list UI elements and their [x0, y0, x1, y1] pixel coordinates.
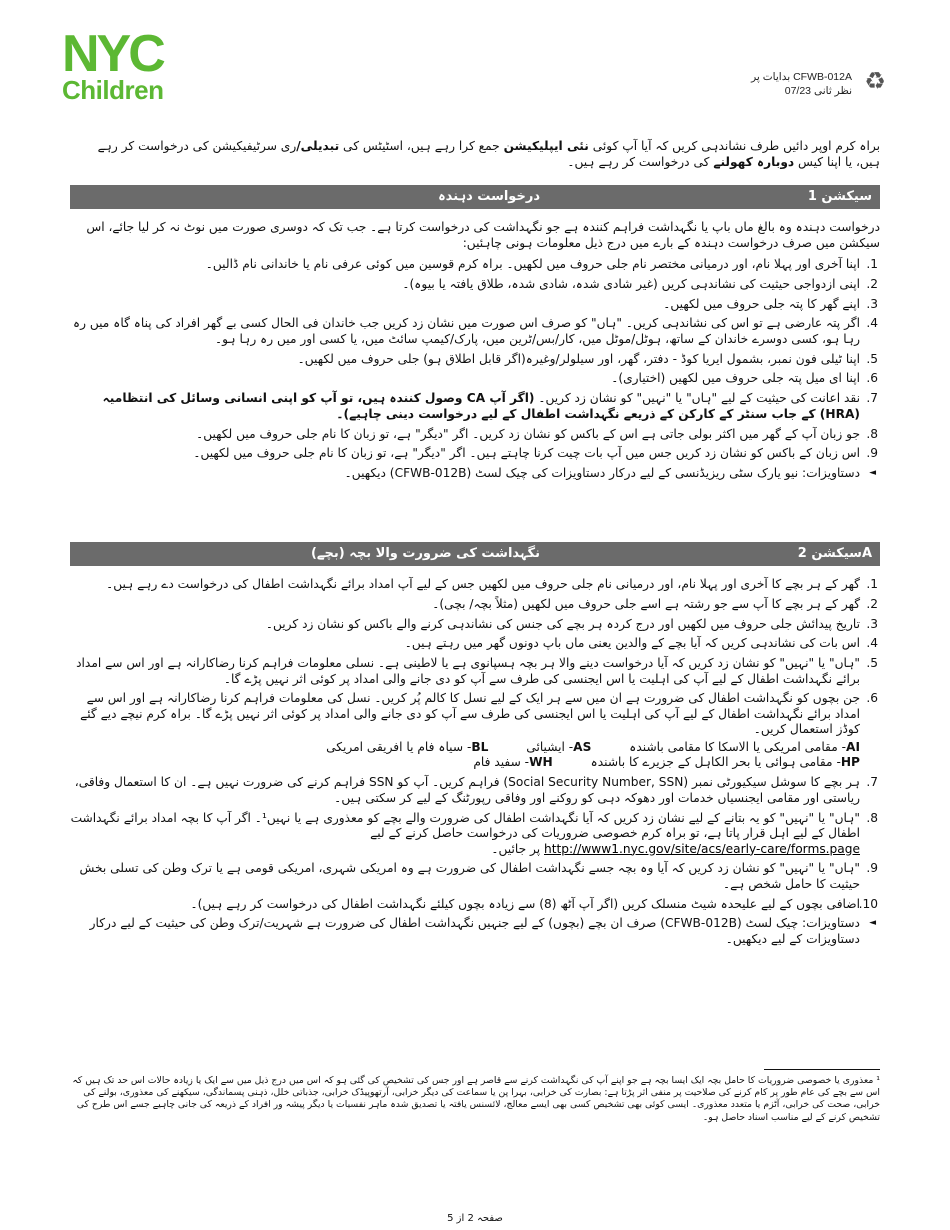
- list-item: [70, 316, 880, 347]
- list-item: [70, 775, 880, 806]
- note-text: دستاویزات: نیو یارک سٹی ریزیڈنسی کے لیے درکار دستاویزات کی چیک لسٹ (CFWB-012B) دیکھیں۔: [344, 466, 860, 481]
- item-text: "ہاں" یا "نہیں" کو نشان زد کریں کہ آیا وہ بچہ جسے نگہداشت اطفال کی ضرورت ہے وہ امریکی شہری، امریکی قومی ہے یا ترک وطن کی تسلی بخش حیثیت کا حامل شخص ہے۔: [79, 861, 860, 891]
- item-text: نقد اعانت کی حیثیت کے لیے "ہاں" یا "نہیں" کو نشان زد کریں۔: [534, 391, 860, 406]
- item-text: اپنے گھر کا پتہ جلی حروف میں لکھیں۔: [663, 296, 860, 311]
- item-number: .5: [866, 656, 878, 671]
- item-text: اپنا ٹیلی فون نمبر، بشمول ایریا کوڈ - دفتر، گھر، اور سیلولر/وغیرہ(اگر قابل اطلاق ہو) جلی حروف میں لکھیں۔: [297, 351, 860, 366]
- list-item: [70, 257, 880, 273]
- item-text: اس زبان کے باکس کو نشان زد کریں جس میں آپ بات چیت کرنا چاہتے ہیں۔ اگر "دیگر" ہے، تو زبان کا نام جلی حروف میں لکھیں۔: [193, 446, 860, 461]
- intro-new-app: نئی ایپلیکیشن: [503, 139, 589, 153]
- item-text: اضافی بچوں کے لیے علیحدہ شیٹ منسلک کریں (اگر آپ آٹھ (8) سے زیادہ بچوں کیلئے نگہداشت اطفال کی درخواست کر رہے ہیں)۔: [190, 896, 860, 911]
- item-text: جو زبان آپ کے گھر میں اکثر بولی جاتی ہے اس کے باکس کو نشان زد کریں۔ اگر "دیگر" ہے، تو زبان کا نام جلی حروف میں لکھیں۔: [196, 426, 860, 441]
- page-number: صفحہ 2 از 5: [447, 1213, 503, 1224]
- race-codes: [70, 740, 860, 771]
- intro-text: جمع کرا رہے ہیں، اسٹیٹس کی: [339, 139, 504, 153]
- item-number: .6: [866, 371, 878, 386]
- item-text: گھر کے ہر بچے کا آخری اور پہلا نام، اور درمیانی نام جلی حروف میں لکھیں جس کے لیے آپ امداد برائے نگہداشت اطفال کی درخواست دے رہے ہیں۔: [106, 577, 860, 591]
- item-text: اگر پتہ عارضی ہے تو اس کی نشاندہی کریں۔ "ہاں" کو صرف اس صورت میں نشان زد کریں جب خاندان فی الحال کسی بے گھر افراد کی پناہ گاہ میں رہ رہا ہو، کسی دوسرے خاندان کے ساتھ، ہوٹل/موٹل میں، کار/بس/ٹرین میں، پارک/کیمپ سائٹ میں، یا کسی اور میں رہ رہا ہو۔: [72, 316, 860, 346]
- section-title: درخواست دہندہ: [438, 189, 540, 204]
- list-item: [70, 656, 880, 687]
- triangle-bullet-icon: ◄: [869, 918, 876, 929]
- section-number: سیکشن 2A: [797, 546, 872, 561]
- note-text: دستاویزات: چیک لسٹ (CFWB-012B) صرف ان بچے (بچوں) کے لیے جنہیں نگہداشت اطفال کی ضرورت ہے شہریت/ترک وطن کی حیثیت کے لیے درکار دستاویزات کے لیے دیکھیں۔: [89, 916, 860, 946]
- list-item: [70, 577, 880, 593]
- item-number: .7: [866, 775, 878, 790]
- race-code-bl: BL- سیاہ فام یا افریقی امریکی: [326, 739, 489, 754]
- list-item: [70, 391, 880, 422]
- item-number: .4: [866, 316, 878, 331]
- race-code-ai: AI- مقامی امریکی یا الاسکا کا مقامی باشندہ: [629, 739, 860, 754]
- list-item: [70, 617, 880, 633]
- list-item: [70, 297, 880, 313]
- intro-paragraph: [70, 138, 880, 170]
- list-item: [70, 597, 880, 613]
- item-number: .3: [866, 616, 878, 631]
- list-item: [70, 811, 880, 858]
- item-number: .9: [866, 446, 878, 461]
- race-code-wh: WH- سفید فام: [473, 755, 553, 770]
- list-item: [70, 446, 880, 462]
- item-text: اپنی ازدواجی حیثیت کی نشاندہی کریں (غیر شادی شدہ، شادی شدہ، طلاق یافتہ یا بیوہ)۔: [402, 276, 860, 291]
- section-2a-body: [70, 577, 880, 947]
- item-text: اس بات کی نشاندہی کریں کہ آیا بچے کے والدین یعنی ماں باپ دونوں گھر میں رہتے ہیں۔: [404, 636, 860, 651]
- race-codes-row: [70, 755, 860, 771]
- item-number: .2: [866, 596, 878, 611]
- intro-text: براہ کرم اوپر دائیں طرف نشاندہی کریں کہ آیا آپ کوئی: [588, 139, 880, 153]
- section-1-intro: درخواست دہندہ وہ بالغ ماں باپ یا نگہداشت فراہم کنندہ ہے جو نگہداشت کی درخواست کرتا ہے۔ جب تک کہ دوسری صورت میں نوٹ نہ کر لیا جائے، اس سیکشن میں صرف درخواست دہندہ کے بارے میں درج ذیل معلومات ہونی چاہئیں:: [86, 220, 880, 250]
- link-suffix: پر جائیں۔: [491, 841, 544, 856]
- form-revised: نظر ثانی 07/23: [784, 85, 852, 97]
- section-number: سیکشن 1: [807, 189, 872, 204]
- item-number: .9: [866, 861, 878, 876]
- list-item: [70, 371, 880, 387]
- item-text: "ہاں" یا "نہیں" کو یہ بتانے کے لیے نشان زد کریں کہ آیا نگہداشت اطفال کی ضرورت والے بچے کو معذوری ہے یا نہیں¹۔ اگر آپ کا بچہ امداد برائے نگہداشت اطفال کے لیے اہل قرار پاتا ہے، تو براہ کرم خصوصی ضروریات کی درخواست حاصل کرنے کے لیے: [70, 810, 860, 841]
- logo-nyc-text: NYC: [62, 25, 163, 83]
- item-text: گھر کے ہر بچے کا آپ سے جو رشتہ ہے اسے جلی حروف میں لکھیں (مثلاً بچہ/ بچی)۔: [432, 596, 860, 611]
- forms-link-line: [70, 842, 860, 858]
- documents-note: [70, 466, 880, 482]
- item-number: .6: [866, 691, 878, 706]
- triangle-bullet-icon: ◄: [869, 468, 876, 479]
- documents-note: [70, 916, 880, 947]
- item-number: .2: [866, 276, 878, 291]
- form-identifier: [751, 70, 852, 98]
- item-number: .8: [866, 810, 878, 825]
- item-text: اپنا ای میل پتہ جلی حروف میں لکھیں (اختیاری)۔: [611, 371, 860, 386]
- item-number: .10: [858, 896, 878, 911]
- list-item: [70, 691, 880, 771]
- form-id: CFWB-012A بدایات پر: [751, 71, 852, 83]
- item-text: ہر بچے کا سوشل سیکیورٹی نمبر (Social Security Number, SSN) فراہم کریں۔ آپ کو SSN فراہم کرنے کی ضرورت نہیں ہے۔ ان کا استعمال وفاقی، ریاستی اور مقامی ایجنسیاں خدمات اور دھوکہ دہی کو روکنے اور وفاقی رپورٹنگ کے لیے کر سکتی ہیں۔: [74, 775, 860, 805]
- footnote: ¹ معذوری یا خصوصی ضروریات کا حامل بچہ ایک ایسا بچہ ہے جو اپنے آپ کی نگہداشت کرنے سے قاصر ہے اور جس کی تشخیص کی گئی ہو کہ اس میں درج ذیل میں سے ایک یا زیادہ حالات اس حد تک ہیں کہ اس سے بچے کی عام طور پر کام کرنے کی صلاحیت پر منفی اثر پڑتا ہے: بصارت کی خرابی، بہرا پن یا سماعت کی دیگر خرابی، آرتھوپیڈک خرابی، جذباتی خلل، ذہنی پسماندگی، سیکھنے کی معذوری، بولنے کی خرابی، صحت کی خرابی، آٹزم یا متعدد معذوری۔ ایسی کوئی بھی تشخیص کسی بھی ایسے معالج، لائسنس یافتہ یا تصدیق شدہ ماہر نفسیات یا دیگر پیشہ ور افراد کے ذریعہ کی جانی چاہیے جسے اس طرح کی تشخیص کرنے کے لیے مناسب اسناد حاصل ہو۔: [72, 1075, 880, 1123]
- item-bold-text: (اگر آپ CA وصول کنندہ ہیں، تو آپ کو اپنی انسانی وسائل کی انتظامیہ (HRA) کے جاب سنٹر کے کارکن کے ذریعے نگہداشت اطفال کے لیے درخواست دینی چاہیے)۔: [102, 391, 860, 421]
- item-number: .1: [866, 577, 878, 591]
- item-number: .4: [866, 636, 878, 651]
- forms-page-link[interactable]: http://www1.nyc.gov/site/acs/early-care/forms.page: [544, 841, 860, 856]
- item-text: جن بچوں کو نگہداشت اطفال کی ضرورت ہے ان میں سے ہر ایک کے لیے نسل کا کالم پُر کریں۔ نسل کی معلومات فراہم کرنا رضاکارانہ ہے اور اس سے امداد برائے نگہداشت اطفال کے لیے آپ کی اہلیت یا اس ایجنسی کی طرف سے آپ کو دی جانے والی امداد پر کوئی اثر نہیں پڑے گا۔ براہ کرم نیچے دیے گئے کوڈز استعمال کریں۔: [80, 691, 860, 737]
- item-number: .1: [866, 257, 878, 271]
- section-2a-header: [70, 542, 880, 566]
- list-item: [70, 636, 880, 652]
- list-item: [70, 897, 880, 913]
- item-number: .3: [866, 296, 878, 311]
- item-text: تاریخ پیدائش جلی حروف میں لکھیں اور درج کردہ ہر بچے کی جنس کی نشاندہی کرنے والے باکس کو نشان زد کریں۔: [265, 616, 860, 631]
- logo-children-text: Children: [62, 75, 164, 105]
- list-item: [70, 861, 880, 892]
- list-item: [70, 277, 880, 293]
- list-item: [70, 352, 880, 368]
- nyc-children-logo: [62, 25, 198, 105]
- race-code-hp: HP- مقامی ہوائی یا بحر الکاہل کے جزیرے کا باشندہ: [590, 755, 860, 770]
- footnote-divider: [764, 1069, 880, 1070]
- section-1-header: [70, 185, 880, 209]
- item-number: .7: [866, 391, 878, 406]
- item-number: .5: [866, 351, 878, 366]
- item-text: "ہاں" یا "نہیں" کو نشان زد کریں کہ آیا درخواست دینے والا ہر بچہ ہسپانوی ہے یا لاطینی ہے۔ نسلی معلومات فراہم کرنا رضاکارانہ ہے اور اس سے امداد برائے نگہداشت اطفال کے لیے آپ کی اہلیت یا اس ایجنسی کی طرف سے آپ کو دی جانے والی امداد پر کوئی اثر نہیں پڑے گا۔: [76, 656, 860, 686]
- race-code-as: AS- ایشیائی: [526, 739, 592, 754]
- intro-text: ری سرٹیفیکیشن کی درخواست کر رہے ہیں، یا اپنا کیس: [97, 139, 880, 169]
- intro-change: تبدیلی/: [296, 139, 340, 153]
- section-title: نگہداشت کی ضرورت والا بچہ (بچے): [310, 546, 540, 561]
- list-item: [70, 427, 880, 443]
- intro-text: کی درخواست کر رہے ہیں۔: [567, 155, 714, 169]
- section-1-body: [70, 220, 880, 482]
- intro-reopen: دوبارہ کھولنے: [713, 155, 795, 169]
- race-codes-row: [70, 740, 860, 756]
- item-number: .8: [866, 426, 878, 441]
- item-text: اپنا آخری اور پہلا نام، اور درمیانی مختصر نام جلی حروف میں لکھیں۔ براہ کرم قوسین میں کوئی عرفی نام یا خاندانی نام ڈالیں۔: [205, 257, 860, 271]
- recycle-icon: ♻: [864, 67, 886, 95]
